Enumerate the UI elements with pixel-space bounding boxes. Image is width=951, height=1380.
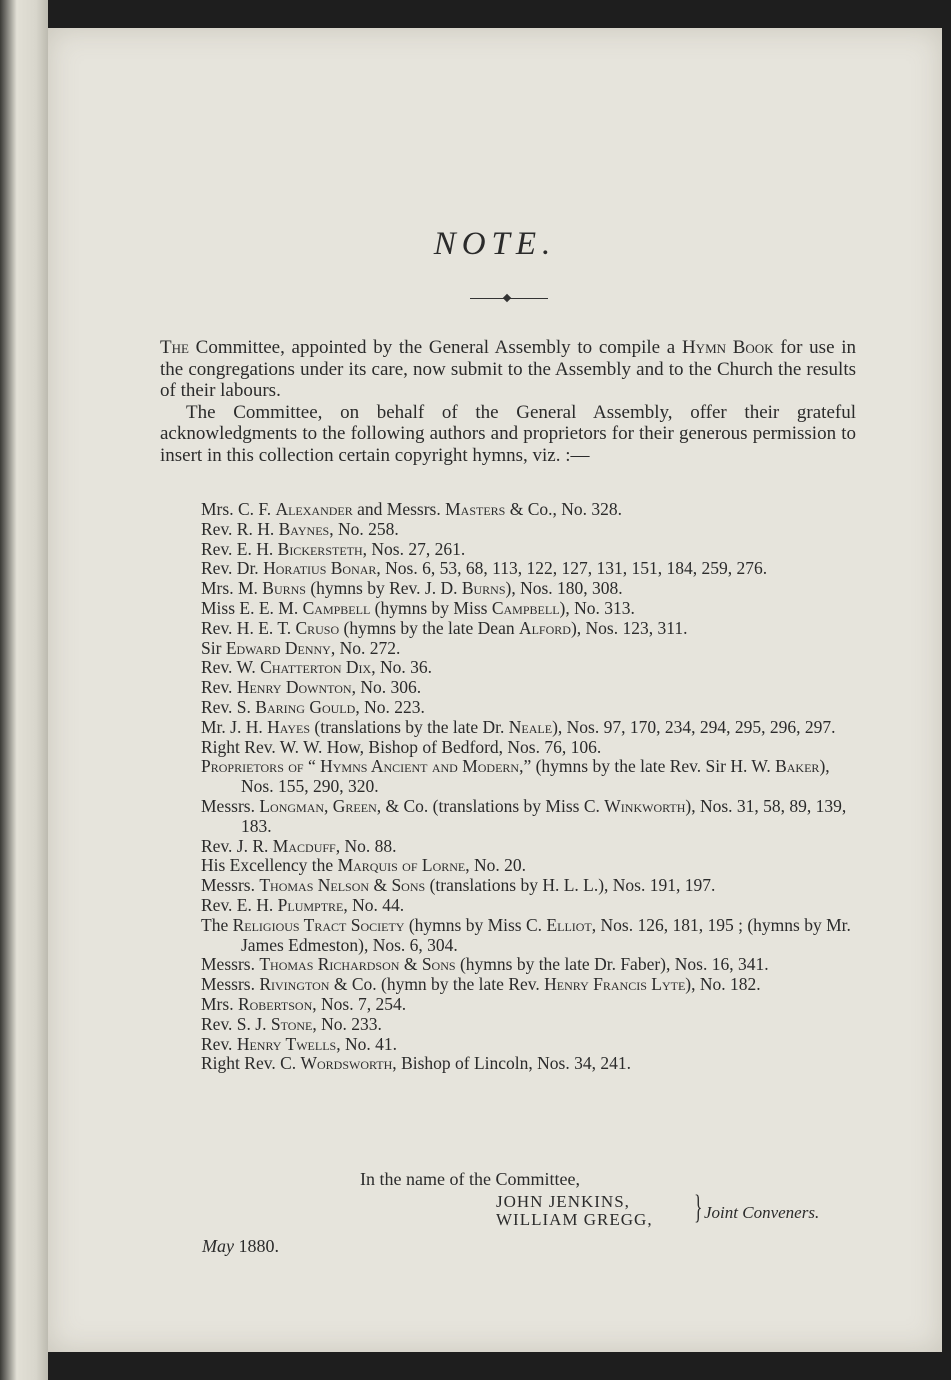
entry-text: (hymns by the late Dean [339, 617, 519, 638]
contributor-name: Neale [508, 716, 553, 737]
acknowledgment-entry [201, 718, 861, 738]
intro-paragraph-2: The Committee, on behalf of the General Assembly, offer their grateful acknowledgments to the following authors and proprietors for their generous permission to insert in this collection certain copyright hymns, viz. :— [160, 401, 856, 466]
contributor-name: Campbell [491, 597, 560, 618]
acknowledgment-entry [201, 916, 861, 956]
entry-text: Rev. E. H. [201, 538, 278, 559]
entry-text: Rev. S. J. [201, 1013, 271, 1034]
contributor-name: Horatius Bonar [263, 558, 377, 579]
acknowledgment-entry [201, 619, 861, 639]
contributor-name: Alford [518, 617, 571, 638]
conveners-names [496, 1193, 653, 1229]
entry-text: ), No. 182. [685, 974, 761, 995]
acknowledgment-entry [201, 1054, 861, 1074]
contributor-name: Masters [445, 499, 506, 519]
contributor-name: Stone [270, 1013, 313, 1034]
entry-text: (hymns by Miss [370, 597, 492, 618]
entry-text: Mrs. M. [201, 578, 263, 599]
entry-text: & Co. (translations by Miss C. [381, 795, 605, 816]
entry-text: , No. 41. [336, 1033, 397, 1054]
contributor-name: Longman, Green, [259, 795, 382, 816]
contributor-name: Macduff [272, 835, 336, 856]
entry-text: ), Nos. 123, 311. [570, 617, 688, 638]
contributor-name: Campbell [302, 597, 371, 618]
intro-text-a: Committee, appointed by the General Assembly to compile a [188, 337, 682, 358]
hymn-book-phrase: Hymn Book [681, 337, 774, 358]
acknowledgment-entry [201, 757, 861, 797]
entry-text: ), No. 313. [559, 597, 635, 618]
acknowledgment-entry [201, 975, 861, 995]
entry-text: Messrs. [201, 954, 260, 975]
convener-name: WILLIAM GREGG, [496, 1210, 653, 1229]
page-title: NOTE. [433, 226, 557, 262]
contributor-name: Baring Gould [255, 696, 356, 717]
entry-text: , No. 36. [371, 657, 432, 678]
entry-text: Bishop of Lincoln, Nos. 34, 241. [396, 1053, 631, 1074]
acknowledgment-entry [201, 738, 861, 758]
acknowledgment-entry [201, 837, 861, 857]
acknowledgment-entry [201, 797, 861, 837]
entry-text: Messrs. [201, 795, 260, 816]
entry-text: (hymns by the late Rev. Sir H. W. [531, 756, 776, 777]
intro-lead-word: The [160, 337, 189, 358]
contributor-name: Robertson [237, 993, 313, 1014]
acknowledgment-entry [201, 599, 861, 619]
acknowledgment-entry [201, 1015, 861, 1035]
acknowledgment-entry [201, 540, 861, 560]
contributor-name: Cruso [295, 617, 340, 638]
contributor-name: Rivington [259, 974, 330, 995]
entry-text: & Co., No. 328. [505, 499, 623, 519]
entry-text: Mrs. [201, 993, 238, 1014]
entry-text: & [369, 875, 392, 896]
entry-text: The [201, 914, 233, 935]
acknowledgment-entry [201, 678, 861, 698]
entry-text: Messrs. [201, 875, 260, 896]
acknowledgment-entry [201, 995, 861, 1015]
entry-text: Rev. S. [201, 696, 256, 717]
conveners-role: Joint Conveners. [704, 1203, 820, 1222]
entry-text: Sir [201, 637, 226, 658]
contributor-name: Burns [262, 578, 306, 599]
entry-text: , No. 272. [330, 637, 401, 658]
contributor-name: Marquis of Lorne [337, 855, 466, 876]
contributor-name: Burns [461, 578, 506, 599]
entry-text: , Nos. 6, 53, 68, 113, 122, 127, 131, 151, 184, 259, 276. [376, 558, 768, 579]
entry-text: Rev. Dr. [201, 558, 264, 579]
rule-diamond-ornament [503, 294, 511, 302]
contributor-name: Edward Denny [225, 637, 331, 658]
entry-text: ), Nos. 155, 290, 320. [241, 756, 830, 797]
contributor-name: Plumptre [277, 894, 344, 915]
acknowledgments-list [201, 500, 861, 1074]
date-year: 1880. [233, 1236, 279, 1256]
acknowledgment-entry [201, 658, 861, 678]
contributor-name: Hayes [267, 716, 310, 737]
convener-name: JOHN JENKINS, [496, 1192, 630, 1211]
brace-glyph: } [694, 1189, 703, 1226]
entry-text: Right Rev. W. W. How, Bishop of Bedford, Nos. 76, 106. [201, 736, 602, 757]
entry-text: Rev. W. [201, 657, 261, 678]
contributor-name: Henry Francis Lyte [544, 974, 686, 995]
date-line [202, 1236, 279, 1257]
entry-text: ), Nos. 31, 58, 89, 139, 183. [241, 795, 847, 836]
contributor-name: Thomas Richardson [259, 954, 400, 975]
acknowledgment-entry [201, 579, 861, 599]
contributor-name: Alexander [275, 499, 353, 519]
contributor-name: Henry Twells [236, 1033, 337, 1054]
entry-text: & Co. (hymn by the late Rev. [329, 974, 545, 995]
entry-text: , No. 20. [465, 855, 527, 876]
entry-text: Right Rev. C. [201, 1053, 301, 1074]
contributor-name: Wordsworth, [300, 1053, 397, 1074]
acknowledgment-entry [201, 639, 861, 659]
entry-text: ), Nos. 180, 308. [505, 578, 623, 599]
entry-text: , No. 233. [312, 1013, 382, 1034]
entry-text: , No. 44. [343, 894, 405, 915]
acknowledgment-entry [201, 876, 861, 896]
contributor-name: Baker [775, 756, 820, 777]
entry-text: Rev. R. H. [201, 518, 279, 539]
contributor-name: Chatterton Dix [260, 657, 372, 678]
acknowledgment-entry [201, 698, 861, 718]
entry-text: Rev. [201, 677, 237, 698]
acknowledgment-entry [201, 1035, 861, 1055]
acknowledgment-entry [201, 955, 861, 975]
entry-text: , No. 306. [351, 677, 422, 698]
entry-text: Rev. J. R. [201, 835, 273, 856]
contributor-name: Sons [391, 875, 426, 896]
date-month: May [202, 1236, 234, 1256]
intro-text [160, 337, 856, 466]
entry-text: , Nos. 7, 254. [312, 993, 407, 1014]
acknowledgment-entry [201, 500, 861, 520]
entry-text: , Nos. 126, 181, 195 ; (hymns by Mr. James Edmeston), Nos. 6, 304. [241, 914, 851, 955]
entry-text: & [399, 954, 422, 975]
entry-text: and Messrs. [352, 499, 446, 519]
entry-text: Messrs. [201, 974, 260, 995]
closing-line: In the name of the Committee, [360, 1169, 580, 1189]
contributor-name: Religious Tract Society [232, 914, 405, 935]
entry-text: , No. 258. [329, 518, 399, 539]
intro-paragraph-1 [160, 337, 856, 402]
entry-text: Miss E. E. M. [201, 597, 303, 618]
entry-text: Mr. J. H. [201, 716, 268, 737]
entry-text: , No. 88. [335, 835, 397, 856]
entry-text: (hymns by the late Dr. Faber), Nos. 16, 341. [455, 954, 769, 975]
contributor-name: Proprietors of “ Hymns Ancient and Modern,” [201, 756, 532, 777]
entry-text: , Nos. 27, 261. [362, 538, 466, 559]
acknowledgment-entry [201, 856, 861, 876]
acknowledgment-entry [201, 520, 861, 540]
entry-text: (hymns by Miss C. [404, 914, 547, 935]
contributor-name: Bickersteth [277, 538, 363, 559]
entry-text: (translations by H. L. L.), Nos. 191, 197. [425, 875, 716, 896]
entry-text: Rev. [201, 1033, 237, 1054]
contributor-name: Elliot [546, 914, 592, 935]
entry-text: , No. 223. [355, 696, 425, 717]
entry-text: Rev. E. H. [201, 894, 278, 915]
entry-text: (translations by the late Dr. [310, 716, 509, 737]
entry-text: His Excellency the [201, 855, 338, 876]
page [48, 28, 942, 1352]
contributor-name: Thomas Nelson [259, 875, 370, 896]
acknowledgment-entry [201, 559, 861, 579]
entry-text: ), Nos. 97, 170, 234, 294, 295, 296, 297. [552, 716, 836, 737]
entry-text: Mrs. C. F. [201, 499, 276, 519]
contributor-name: Henry Downton [236, 677, 352, 698]
contributor-name: Baynes [278, 518, 330, 539]
entry-text: (hymns by Rev. J. D. [305, 578, 462, 599]
acknowledgment-entry [201, 896, 861, 916]
contributor-name: Sons [421, 954, 456, 975]
intro-text-b: for use in the congregations under its care, now submit to the Assembly and to the Church the results of their labours. [160, 337, 856, 401]
book-spine-edge [0, 0, 48, 1380]
contributor-name: Winkworth [604, 795, 686, 816]
entry-text: Rev. H. E. T. [201, 617, 296, 638]
